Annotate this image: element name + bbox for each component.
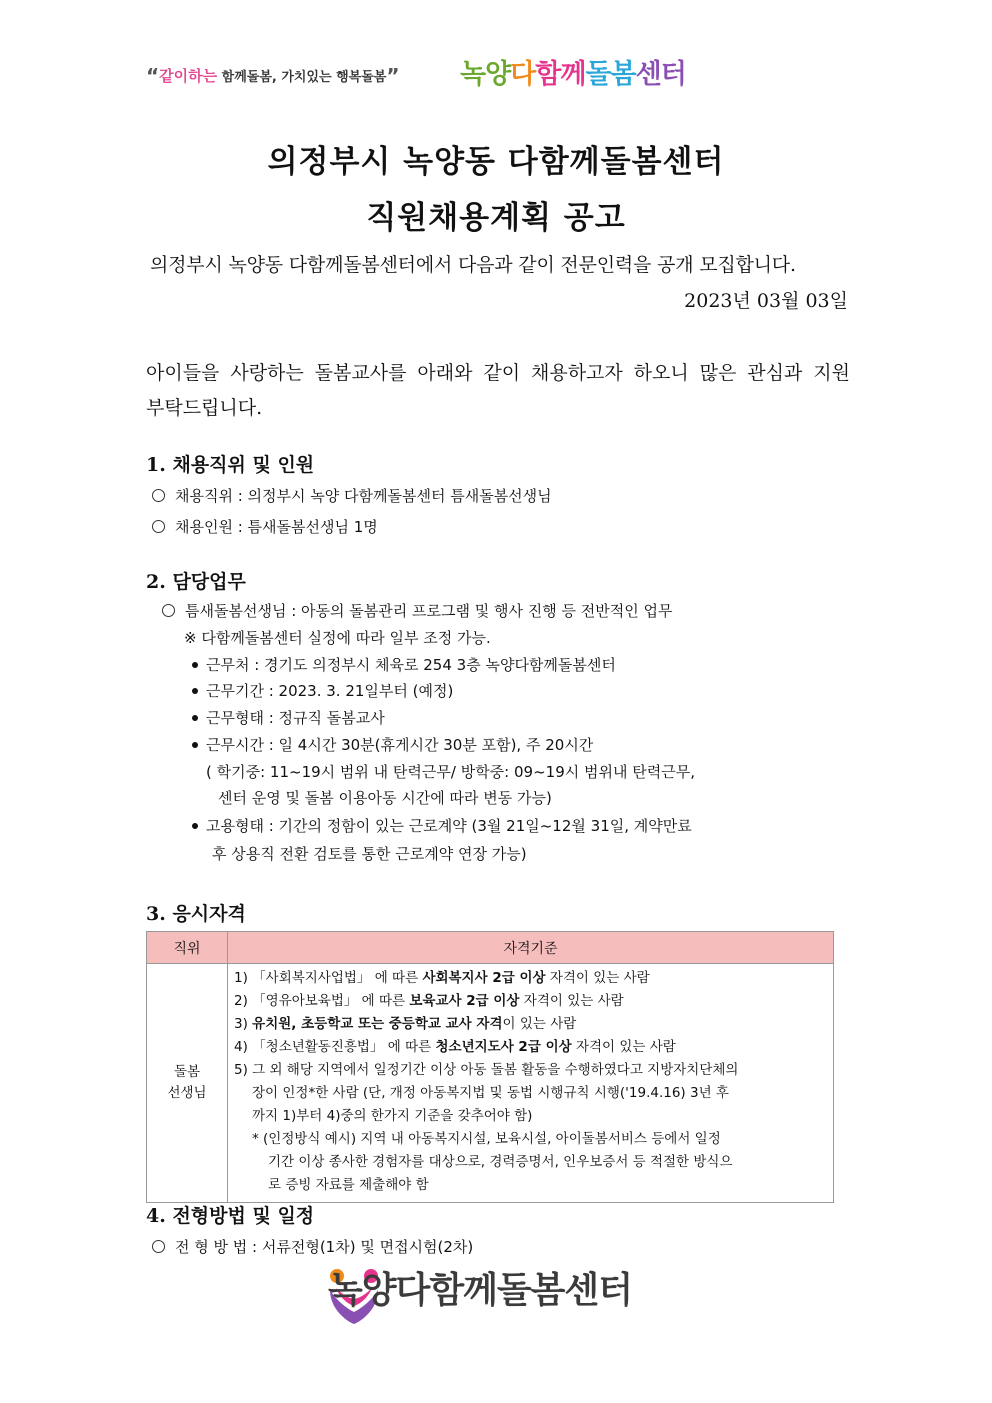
criteria-bold: 유치원, 초등학교 또는 중등학교 교사 자격 xyxy=(252,1016,503,1032)
footnote-line: * (인정방식 예시) 지역 내 아동복지시설, 보육시설, 아이돌봄서비스 등에서 일정 xyxy=(252,1131,721,1147)
bullet-text: 근무시간 : 일 4시간 30분(휴게시간 30분 포함), 주 20시간 xyxy=(206,736,594,754)
circle-bullet-icon xyxy=(152,489,165,502)
criteria-text: 4) 「청소년활동진흥법」 에 따른 xyxy=(234,1039,436,1055)
close-quote: ” xyxy=(386,64,400,88)
hours-detail: ( 학기중: 11~19시 범위 내 탄력근무/ 방학중: 09~19시 범위내 탄력근무, xyxy=(206,763,695,781)
criteria-bold: 사회복지사 2급 이상 xyxy=(422,970,546,986)
list-item xyxy=(152,485,552,506)
section-heading: 3. 응시자격 xyxy=(146,903,246,925)
logo-part: 다 xyxy=(510,59,536,90)
dot-bullet-icon xyxy=(192,688,198,694)
open-quote: “ xyxy=(146,64,160,88)
criteria-text: 1) 「사회복지사업법」 에 따른 xyxy=(234,970,423,986)
criteria-line xyxy=(234,967,829,990)
slogan-text: 함께돌봄, 가치있는 행복돌봄 xyxy=(221,70,387,85)
bullet-item xyxy=(192,734,593,755)
criteria-text: 이 있는 사람 xyxy=(502,1016,577,1032)
bullet-text: 근무형태 : 정규직 돌봄교사 xyxy=(206,709,385,727)
circle-bullet-icon xyxy=(162,604,175,617)
criteria-line xyxy=(234,990,829,1013)
bullet-item xyxy=(192,815,692,836)
slogan-highlight: 같이하는 xyxy=(159,67,218,85)
list-item xyxy=(162,600,672,621)
page-title: 의정부시 녹양동 다함께돌봄센터 xyxy=(267,144,725,180)
col-position: 직위 xyxy=(147,932,228,964)
dot-bullet-icon xyxy=(192,742,198,748)
paragraph-line: 아이들을 사랑하는 돌봄교사를 아래와 같이 채용하고자 하오니 많은 관심과 지원 xyxy=(146,362,850,384)
dot-bullet-icon xyxy=(192,823,198,829)
section-heading: 2. 담당업무 xyxy=(146,571,246,593)
page-subtitle: 직원채용계획 공고 xyxy=(366,200,626,236)
bullet-text: 근무처 : 경기도 의정부시 체육로 254 3층 녹양다함께돌봄센터 xyxy=(206,656,616,674)
logo-part: 함께 xyxy=(535,59,586,90)
criteria-text: 자격이 있는 사람 xyxy=(519,993,624,1009)
paragraph-line: 부탁드립니다. xyxy=(146,397,263,419)
circle-bullet-icon xyxy=(152,1240,165,1253)
footnote-line: 로 증빙 자료를 제출해야 함 xyxy=(268,1177,429,1193)
criteria-bold: 청소년지도사 2급 이상 xyxy=(435,1039,572,1055)
position-cell xyxy=(147,964,228,1203)
logo-part: 돌봄 xyxy=(585,59,636,90)
bullet-text: 고용형태 : 기간의 정함이 있는 근로계약 (3월 21일~12월 31일, 계약만료 xyxy=(206,817,692,835)
list-item-text: 전 형 방 법 : 서류전형(1차) 및 면접시험(2차) xyxy=(175,1238,474,1256)
table-header-row xyxy=(147,932,834,964)
bullet-item xyxy=(192,707,385,728)
position-text: 선생님 xyxy=(167,1085,207,1101)
list-item xyxy=(152,1236,473,1257)
qualification-table xyxy=(146,931,834,1203)
circle-bullet-icon xyxy=(152,520,165,533)
dot-bullet-icon xyxy=(192,662,198,668)
intro-text: 의정부시 녹양동 다함께돌봄센터에서 다음과 같이 전문인력을 공개 모집합니다. xyxy=(150,254,796,276)
list-item xyxy=(152,516,378,537)
criteria-bold: 보육교사 2급 이상 xyxy=(409,993,520,1009)
bullet-item xyxy=(192,680,453,701)
section-heading: 4. 전형방법 및 일정 xyxy=(146,1205,315,1227)
header-slogan xyxy=(146,64,400,88)
criteria-line xyxy=(234,1036,829,1059)
criteria-line xyxy=(234,1013,829,1036)
bullet-text: 근무기간 : 2023. 3. 21일부터 (예정) xyxy=(206,682,454,700)
criteria-text: 자격이 있는 사람 xyxy=(571,1039,676,1055)
dot-bullet-icon xyxy=(192,715,198,721)
position-text: 돌봄 xyxy=(173,1064,201,1080)
criteria-text: 3) xyxy=(234,1016,253,1032)
table-row xyxy=(147,964,834,1203)
criteria-text: 2) 「영유아보육법」 에 따른 xyxy=(234,993,410,1009)
list-item-text: 채용직위 : 의정부시 녹양 다함께돌봄센터 틈새돌봄선생님 xyxy=(175,487,552,505)
logo-part: 센터 xyxy=(635,59,686,90)
center-logo-top xyxy=(460,52,686,91)
col-criteria: 자격기준 xyxy=(228,932,834,964)
criteria-line: 까지 1)부터 4)중의 한가지 기준을 갖추어야 함) xyxy=(252,1108,533,1124)
criteria-text: 자격이 있는 사람 xyxy=(545,970,650,986)
bullet-continuation: 후 상용직 전환 검토를 통한 근로계약 연장 가능) xyxy=(212,845,527,863)
footnote-line: 기간 이상 종사한 경험자를 대상으로, 경력증명서, 인우보증서 등 적절한 방식으 xyxy=(268,1154,733,1170)
footer-logo-text: 녹양다함께돌봄센터 xyxy=(328,1270,632,1311)
list-item-text: 틈새돌봄선생님 : 아동의 돌봄관리 프로그램 및 행사 진행 등 전반적인 업무 xyxy=(185,602,673,620)
criteria-line: 5) 그 외 해당 지역에서 일정기간 이상 아동 돌봄 활동을 수행하였다고 지방자치단체의 xyxy=(234,1062,739,1078)
criteria-line: 장이 인정*한 사람 (단, 개정 아동복지법 및 동법 시행규칙 시행('19.4.16) 3년 후 xyxy=(252,1085,729,1101)
note-text: ※ 다함께돌봄센터 실정에 따라 일부 조정 가능. xyxy=(184,629,491,647)
bullet-item xyxy=(192,654,616,675)
list-item-text: 채용인원 : 틈새돌봄선생님 1명 xyxy=(175,518,378,536)
notice-date: 2023년 03월 03일 xyxy=(684,290,848,312)
section-heading: 1. 채용직위 및 인원 xyxy=(146,454,315,476)
hours-detail: 센터 운영 및 돌봄 이용아동 시간에 따라 변동 가능) xyxy=(218,789,552,807)
logo-part: 녹양 xyxy=(460,59,511,90)
criteria-cell xyxy=(228,964,834,1203)
